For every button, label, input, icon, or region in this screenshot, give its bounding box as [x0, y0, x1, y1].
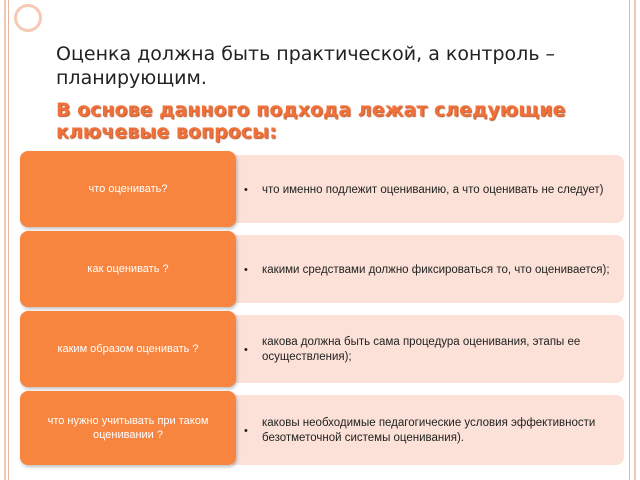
question-row-3: [20, 311, 624, 387]
question-row-1: [20, 151, 624, 227]
question-row-2: [20, 231, 624, 307]
decorative-circle-top: [14, 4, 42, 32]
bullet-icon: •: [244, 424, 248, 437]
answer-text: каковы необходимые педагогические условия эффективности безотметочной системы оценивания).: [262, 417, 596, 444]
left-border-stripe: [4, 0, 6, 480]
answer-box: [232, 395, 624, 465]
question-box: [20, 151, 236, 227]
question-text: что оценивать?: [88, 183, 168, 195]
bullet-icon: •: [244, 263, 248, 276]
question-box: [20, 391, 236, 465]
answer-text: какова должна быть сама процедура оценивания, этапы ее осуществления);: [262, 336, 581, 363]
answer-text: что именно подлежит оцениванию, а что оценивать не следует): [262, 183, 604, 196]
slide-title: Оценка должна быть практической, а контроль – планирующим.: [56, 43, 556, 89]
answer-box: [232, 235, 624, 303]
answer-box: [232, 315, 624, 383]
bullet-icon: •: [244, 343, 248, 356]
question-box: [20, 311, 236, 387]
answer-box: [232, 155, 624, 223]
right-border-stripe: [634, 0, 636, 480]
question-text: каким образом оценивать ?: [57, 343, 199, 355]
slide-subtitle: В основе данного подхода лежат следующие ключевые вопросы:: [56, 99, 566, 143]
answer-text: какими средствами должно фиксироваться то, что оценивается);: [262, 263, 610, 276]
question-row-4: [20, 391, 624, 465]
question-box: [20, 231, 236, 307]
question-text: как оценивать ?: [87, 263, 169, 275]
bullet-icon: •: [244, 183, 248, 196]
question-text: что нужно учитывать при таком оценивании ?: [47, 415, 209, 441]
